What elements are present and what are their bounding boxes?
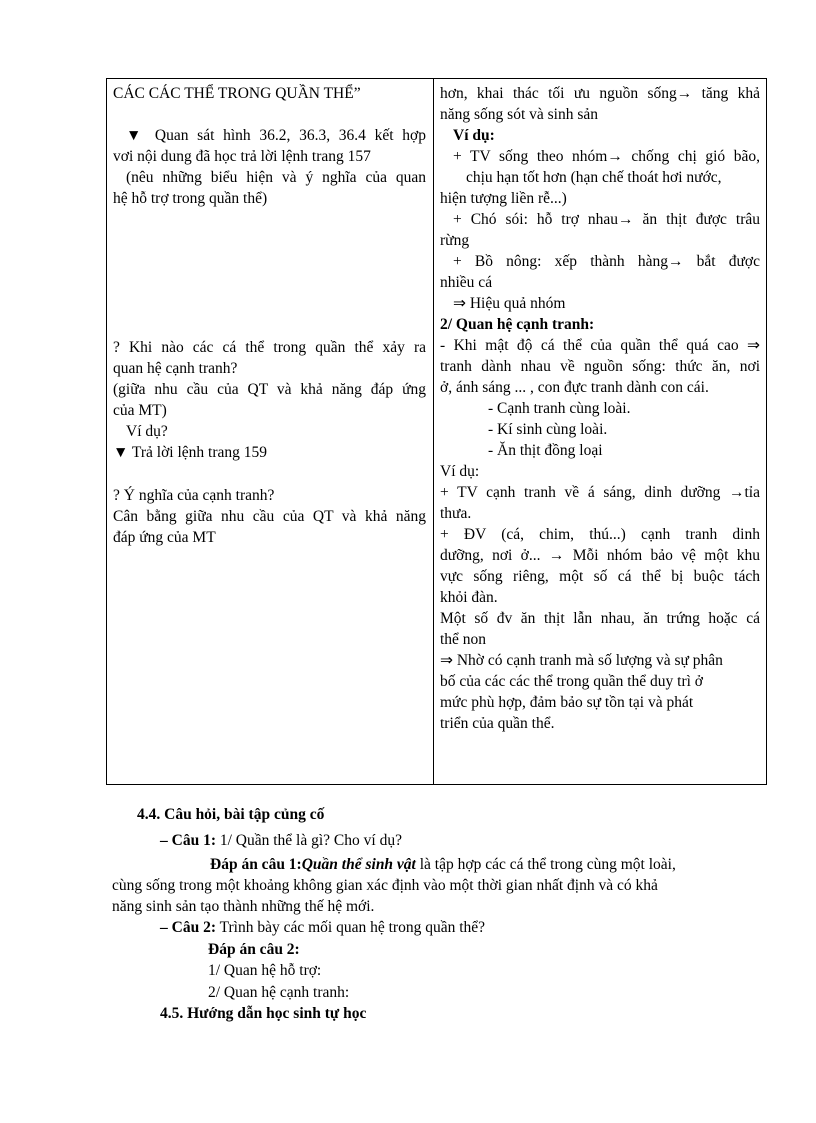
question-1-label: – Câu 1:	[160, 832, 216, 849]
right-line: chịu hạn tốt hơn (hạn chế thoát hơi nước,	[466, 169, 722, 186]
left-line: ? Khi nào các cá thể trong quần thể xảy ra	[113, 339, 426, 356]
right-line: bố của các các thể trong quần thể duy trì ở	[440, 673, 703, 690]
right-line: dưỡng, nơi ở... → Mỗi nhóm bảo vệ một khu	[440, 547, 760, 564]
right-line: hiện tượng liền rễ...)	[440, 190, 567, 207]
left-line: hệ hỗ trợ trong quần thể)	[113, 190, 268, 207]
question-2-text: Trình bày các mối quan hệ trong quần thể?	[215, 919, 486, 936]
right-line: năng sống sót và sinh sản	[440, 106, 599, 123]
question-2-label: – Câu 2:	[160, 919, 216, 936]
right-line: hơn, khai thác tối ưu nguồn sống→ tăng khả	[440, 85, 760, 102]
section-heading-4-4: 4.4. Câu hỏi, bài tập củng cố	[137, 806, 325, 823]
right-line: Ví dụ:	[440, 463, 480, 480]
right-line: Một số đv ăn thịt lẫn nhau, ăn trứng hoặc cá	[440, 610, 760, 627]
answer-2-line-2: 2/ Quan hệ cạnh tranh:	[208, 984, 350, 1001]
answer-1-term: Quần thể sinh vật	[301, 856, 416, 873]
left-line: ▼ Quan sát hình 36.2, 36.3, 36.4 kết hợp	[126, 127, 426, 144]
right-line: - Cạnh tranh cùng loài.	[488, 400, 631, 417]
right-line: nhiều cá	[440, 274, 493, 291]
right-line: ở, ánh sáng ... , con đực tranh dành con cái.	[440, 379, 709, 396]
right-line: triển của quần thể.	[440, 715, 555, 732]
question-1-text: 1/ Quần thể là gì? Cho ví dụ?	[215, 832, 402, 849]
answer-1-line-3: năng sinh sản tạo thành những thế hệ mới.	[112, 898, 375, 915]
left-line: vơi nội dung đã học trả lời lệnh trang 157	[113, 148, 371, 165]
right-line: rừng	[440, 232, 470, 249]
question-1	[160, 830, 402, 851]
right-line: - Kí sinh cùng loài.	[488, 421, 608, 438]
right-line: ⇒ Nhờ có cạnh tranh mà số lượng và sự phân	[440, 652, 723, 669]
right-line: + Chó sói: hỗ trợ nhau→ ăn thịt được trâu	[453, 211, 760, 228]
left-line: CÁC CÁC THỂ TRONG QUẦN THỂ”	[113, 85, 361, 102]
right-line: khỏi đàn.	[440, 589, 498, 606]
right-line: 2/ Quan hệ cạnh tranh:	[440, 316, 595, 333]
section-heading-4-5: 4.5. Hướng dẫn học sinh tự học	[160, 1005, 367, 1022]
right-line: vực sống riêng, một số cá thể bị buộc tách	[440, 568, 760, 585]
left-line: Cân bằng giữa nhu cầu của QT và khả năng	[113, 508, 426, 525]
answer-1	[210, 854, 676, 875]
left-line: Ví dụ?	[126, 423, 168, 440]
right-line: - Ăn thịt đồng loại	[488, 442, 603, 459]
right-line: Ví dụ:	[453, 127, 495, 144]
question-2	[160, 917, 485, 938]
answer-2-label: Đáp án câu 2:	[208, 941, 300, 958]
right-line: - Khi mật độ cá thể của quần thể quá cao ⇒	[440, 337, 760, 354]
right-line: tranh dành nhau về nguồn sống: thức ăn, nơi	[440, 358, 760, 375]
left-line: ? Ý nghĩa của cạnh tranh?	[113, 487, 275, 504]
left-line: (nêu những biểu hiện và ý nghĩa của quan	[126, 169, 426, 186]
answer-2-line-1: 1/ Quan hệ hỗ trợ:	[208, 962, 322, 979]
right-line: + TV cạnh tranh về á sáng, dinh dưỡng →tỉa	[440, 484, 760, 501]
left-line: của MT)	[113, 402, 167, 419]
left-line: ▼ Trả lời lệnh trang 159	[113, 444, 267, 461]
right-line: ⇒ Hiệu quả nhóm	[453, 295, 566, 312]
left-line: quan hệ cạnh tranh?	[113, 360, 238, 377]
column-divider	[433, 79, 434, 784]
answer-1-line-2: cùng sống trong một khoảng không gian xác định vào một thời gian nhất định và có khả	[112, 877, 658, 894]
lesson-table	[106, 78, 767, 785]
right-line: thể non	[440, 631, 487, 648]
left-line: (giữa nhu cầu của QT và khả năng đáp ứng	[113, 381, 426, 398]
right-line: thưa.	[440, 505, 472, 522]
answer-1-label: Đáp án câu 1:	[210, 856, 302, 873]
right-line: + Bồ nông: xếp thành hàng→ bắt được	[453, 253, 760, 270]
right-line: + ĐV (cá, chim, thú...) cạnh tranh dinh	[440, 526, 760, 543]
left-line: đáp ứng của MT	[113, 529, 216, 546]
right-line: mức phù hợp, đảm bảo sự tồn tại và phát	[440, 694, 694, 711]
answer-1-text: là tập hợp các cá thể trong cùng một loài,	[415, 856, 676, 873]
right-line: + TV sống theo nhóm→ chống chị gió bão,	[453, 148, 760, 165]
